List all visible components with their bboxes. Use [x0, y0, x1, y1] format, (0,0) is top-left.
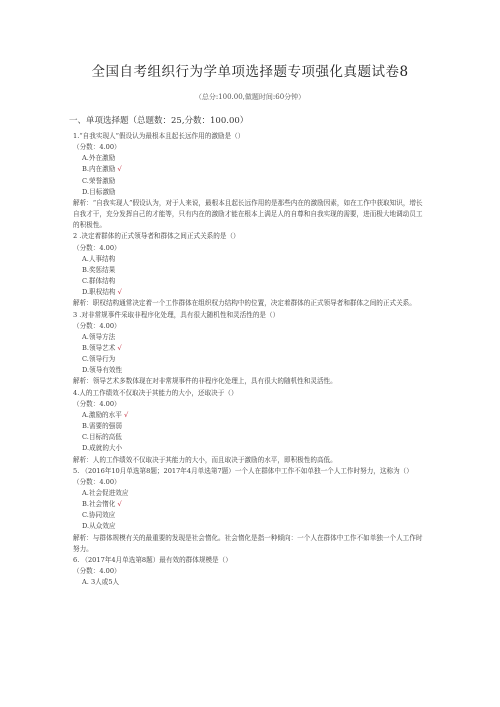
option-text: A.社会促进效应 — [82, 489, 129, 497]
document-title: 全国自考组织行为学单项选择题专项强化真题试卷8 — [91, 64, 409, 80]
option-text: C.荣誉激励 — [82, 176, 116, 185]
answer-option — [73, 343, 429, 354]
option-text: D.领导有效性 — [82, 366, 123, 375]
answer-option — [73, 265, 429, 276]
option-text: B.社会惰化 — [82, 500, 116, 509]
answer-option — [73, 499, 429, 510]
question-score: （分数：4.00） — [73, 321, 121, 330]
question-list — [73, 131, 429, 588]
option-text: A.外在激励 — [82, 154, 116, 163]
question-score: （分数：4.00） — [73, 399, 121, 408]
question-stem: 6. （2017年4月单选第8题）最有效的群体规模是（） — [73, 555, 232, 564]
answer-option — [73, 443, 429, 454]
answer-option — [73, 421, 429, 432]
analysis-text: 解析：领导艺术多数体现在对非常规事件的非程序化处理上，具有很大的随机性和灵活性。 — [73, 377, 337, 386]
question-stem: 2 .决定着群体的正式领导者和群体之间正式关系的是（） — [73, 232, 240, 241]
option-text: A. 3人或5人 — [82, 578, 120, 587]
answer-option — [73, 365, 429, 376]
option-text: D.目标激励 — [82, 187, 116, 196]
answer-option — [73, 488, 429, 499]
analysis-text: 解析：职权结构通常决定着一个工作群体在组织权力结构中的位置，决定着群体的正式领导者和群体之间的正式关系。 — [73, 299, 416, 308]
answer-option — [73, 187, 429, 198]
answer-option — [73, 354, 429, 365]
question-score: （分数：4.00） — [73, 567, 121, 576]
correct-check-icon: √ — [117, 343, 122, 352]
question-item — [73, 388, 429, 466]
answer-option — [73, 521, 429, 532]
option-text: C.群体结构 — [82, 277, 116, 286]
correct-check-icon: √ — [117, 500, 122, 509]
analysis-text: 解析：与群体规模有关的最重要的发现是社会惰化。社会惰化是指一种倾向：一个人在群体中工作不如单独一个人工作时努力。 — [73, 533, 423, 553]
correct-check-icon: √ — [117, 288, 122, 297]
question-stem: 3 .对非常规事件采取非程序化处理，具有很大随机性和灵活性的是（） — [73, 310, 280, 319]
question-item — [73, 231, 429, 309]
analysis-text: 解析：人的工作绩效不仅取决于其能力的大小，而且取决于激励的水平，即积极性的高低。 — [73, 455, 337, 464]
question-stem: 1.“自我实现人”假设认为最根本且起长远作用的激励是（） — [73, 132, 245, 140]
question-score: （分数：4.00） — [73, 243, 121, 252]
question-item — [73, 466, 429, 555]
answer-option — [73, 254, 429, 265]
option-text: A.领导方法 — [82, 332, 116, 341]
analysis-text: 解析：“自我实现人”假设认为，对于人来说，最根本且起长远作用的是那些内在的激励因素，如在工作中获取知识，增长自我才干，充分发挥自己的才能等，只有内在的激励才能在根本上满足人的自尊和自我实现的需要，进而极大地调动员工的积极性。 — [73, 198, 423, 230]
answer-option — [73, 410, 429, 421]
question-item — [73, 310, 429, 388]
option-text: B.内在激励 — [82, 165, 116, 174]
answer-option — [73, 276, 429, 287]
answer-option — [73, 432, 429, 443]
document-meta: （总分:100.00,做题时间:60分钟） — [194, 93, 306, 101]
option-text: D.职权结构 — [82, 288, 116, 297]
question-item — [73, 555, 429, 588]
option-text: A.激励的水平 — [82, 410, 122, 419]
option-text: C.领导行为 — [82, 355, 116, 364]
correct-check-icon: √ — [123, 410, 129, 419]
answer-option — [73, 164, 429, 175]
answer-option — [73, 510, 429, 521]
option-text: D.从众效应 — [82, 522, 116, 531]
question-stem: 5. （2016年10月单选第8题；2017年4月单选第7题）一个人在群体中工作不如单独一个人工作时努力，这称为（） — [73, 466, 413, 475]
question-stem: 4.人的工作绩效不仅取决于其能力的大小，还取决于（） — [73, 388, 238, 397]
answer-option — [73, 153, 429, 164]
question-score: （分数：4.00） — [73, 143, 121, 152]
option-text: C.协同效应 — [82, 511, 116, 520]
option-text: B.需要的强弱 — [82, 422, 122, 431]
option-text: A.人事结构 — [82, 254, 116, 263]
answer-option — [73, 577, 429, 588]
correct-check-icon: √ — [117, 165, 122, 174]
option-text: B.奖惩结果 — [82, 265, 116, 274]
option-text: B.领导艺术 — [82, 343, 116, 352]
answer-option — [73, 332, 429, 343]
question-item — [73, 131, 429, 231]
answer-option — [73, 287, 429, 298]
option-text: D.成就的大小 — [82, 444, 123, 453]
section-heading: 一、单项选择题（总题数：25,分数：100.00） — [69, 116, 249, 126]
question-score: （分数：4.00） — [73, 477, 121, 486]
answer-option — [73, 176, 429, 187]
option-text: C.目标的高低 — [82, 433, 122, 442]
